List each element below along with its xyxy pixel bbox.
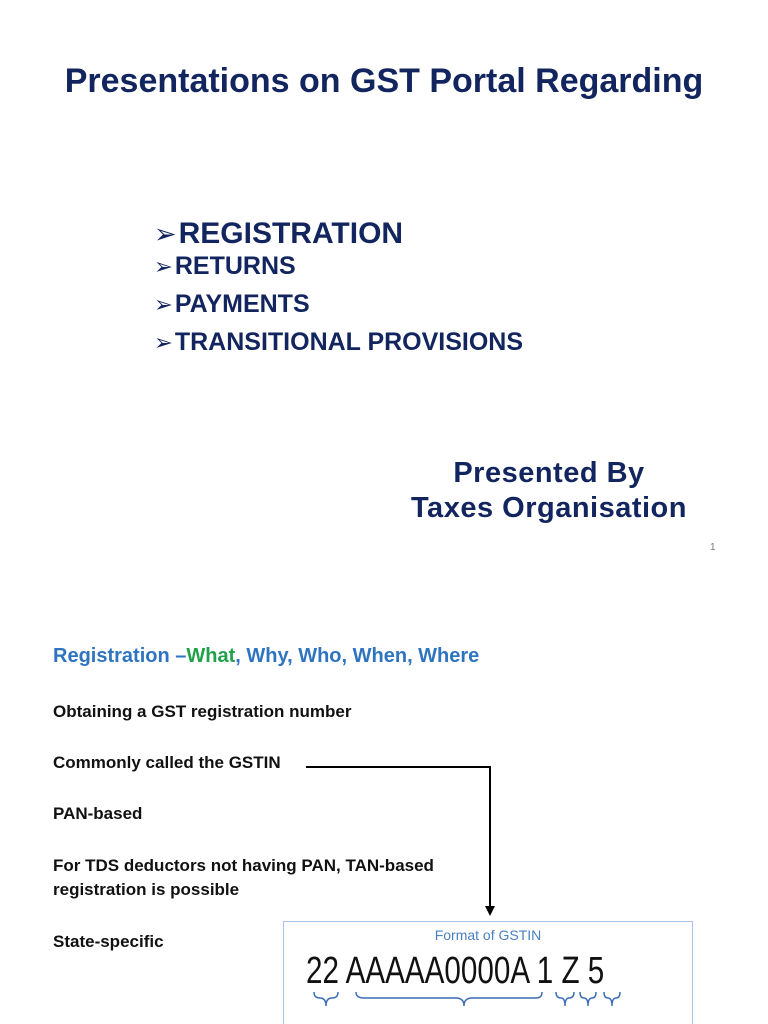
presenter-label: Presented By <box>453 457 645 489</box>
gstin-format-example: 22 AAAAA0000A 1 Z 5 <box>306 950 605 992</box>
segment-braces <box>284 992 692 1024</box>
arrow-bullet-icon: ➢ <box>154 330 173 355</box>
presenter-organisation: Taxes Organisation <box>411 492 687 524</box>
registration-heading: Registration –What, Why, Who, When, Where <box>53 645 480 667</box>
item-pan-based: PAN-based <box>53 804 143 823</box>
topic-list <box>154 219 523 368</box>
slide-title: Presentations on GST Portal Regarding <box>64 62 704 100</box>
brace-checksum-icon <box>604 992 620 1006</box>
brace-state-code-icon <box>314 992 338 1006</box>
connector-line <box>306 767 490 910</box>
topic-returns: ➢RETURNS <box>154 252 296 280</box>
gstin-format-caption: Format of GSTIN <box>434 927 542 943</box>
item-tds-line1: For TDS deductors not having PAN, TAN-based <box>53 856 434 875</box>
brace-default-icon <box>580 992 596 1006</box>
topic-registration: ➢REGISTRATION <box>154 217 404 250</box>
gstin-format-box <box>283 921 693 1024</box>
page-number: 1 <box>710 542 716 553</box>
arrow-bullet-icon: ➢ <box>154 254 173 279</box>
slide-2 <box>0 590 768 1024</box>
brace-pan-icon <box>356 992 542 1006</box>
heading-what: What <box>186 645 236 667</box>
item-gstin: Commonly called the GSTIN <box>53 753 281 772</box>
item-obtaining-number: Obtaining a GST registration number <box>53 702 352 721</box>
topic-payments: ➢PAYMENTS <box>154 290 310 318</box>
item-tds-line2: registration is possible <box>53 880 240 899</box>
arrow-head-icon <box>485 906 495 916</box>
arrow-bullet-icon: ➢ <box>154 292 173 317</box>
topic-transitional-provisions: ➢TRANSITIONAL PROVISIONS <box>154 328 524 356</box>
presenter-block <box>360 456 738 526</box>
brace-entity-icon <box>556 992 574 1006</box>
arrow-bullet-icon: ➢ <box>154 219 177 249</box>
item-state-specific: State-specific <box>53 932 164 951</box>
